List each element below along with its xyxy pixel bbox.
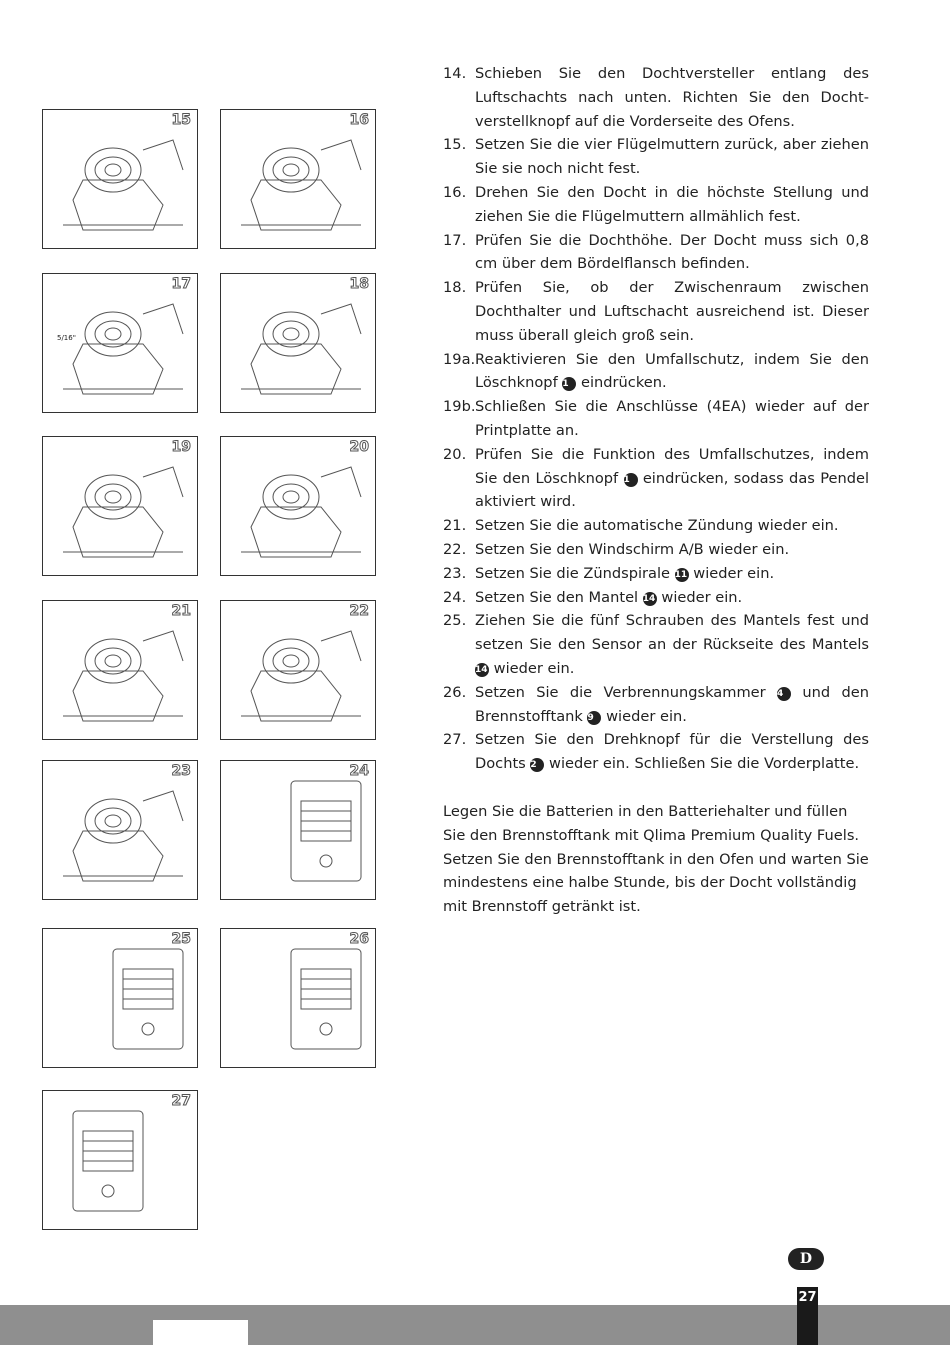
step-number: 23. — [443, 564, 467, 582]
part-number-icon: 2 — [530, 758, 544, 772]
step-text-part: Prüfen Sie, ob der Zwischenraum zwischen Dochthalter und Luftschacht ausreichend ist. Dieser muss überall gleich groß sein. — [475, 279, 869, 344]
step-text-part: Setzen Sie den Mantel — [475, 588, 643, 606]
step-text — [475, 728, 869, 776]
figure-number: 17 — [171, 276, 191, 292]
step-text-part: Schieben Sie den Dochtversteller entlang des Luftschachts nach unten. Richten Sie den Dochtverstellknopf auf die Vorderseite des Ofens. — [475, 65, 869, 130]
step-item — [443, 514, 869, 538]
step-text-part: Setzen Sie die automatische Zündung wieder ein. — [475, 517, 839, 535]
step-text-part: Setzen Sie den Drehknopf für die Verstellung des Dochts — [475, 731, 869, 773]
step-text-part: eindrücken, sodass das Pendel aktiviert wird. — [475, 469, 870, 511]
step-number: 14. — [443, 65, 467, 82]
figure-number: 16 — [349, 112, 369, 128]
step-item — [443, 133, 869, 181]
figure-23 — [42, 760, 198, 900]
language-badge: D — [788, 1248, 824, 1270]
step-item — [443, 62, 869, 133]
step-text-part: Reaktivieren Sie den Umfallschutz, indem Sie den Löschknopf — [475, 350, 869, 392]
step-number: 27. — [443, 731, 467, 749]
step-text — [475, 586, 869, 610]
dimension-label: 5/16" — [57, 334, 76, 342]
closing-note: Legen Sie die Batterien in den Batteriehalter und füllen Sie den Brennstofftank mit Qlima Premium Quality Fuels. Setzen Sie den Brennstofftank in den Ofen und warten Sie mindestens eine halbe Stunde, bis der Docht vollständig mit Brennstoff getränkt ist. — [443, 803, 869, 916]
step-text-part: Setzen Sie die Zündspirale — [475, 564, 675, 582]
step-item — [443, 181, 869, 229]
part-number-icon: 14 — [642, 593, 656, 604]
step-item — [443, 395, 869, 443]
part-number-icon: 4 — [777, 687, 791, 701]
figure-number: 18 — [349, 276, 369, 292]
figure-number: 26 — [349, 931, 369, 947]
step-text — [475, 609, 869, 680]
figure-18 — [220, 273, 376, 413]
footer-label-box — [153, 1320, 248, 1345]
figure-number: 25 — [171, 931, 191, 947]
step-number: 26. — [443, 683, 467, 701]
part-number-icon: 14 — [475, 664, 488, 675]
step-item — [443, 348, 869, 396]
step-text-part: wieder ein. — [601, 707, 687, 725]
figure-number: 22 — [349, 603, 369, 619]
step-text-part: Setzen Sie die Verbrennungskammer — [475, 683, 778, 701]
step-item — [443, 586, 869, 610]
figure-25 — [42, 928, 198, 1068]
step-item — [443, 276, 869, 347]
step-text — [475, 348, 869, 396]
step-text-part: wieder ein. — [656, 588, 743, 606]
step-text — [475, 395, 869, 443]
step-text — [475, 133, 869, 181]
step-number: 22. — [443, 540, 467, 558]
step-text-part: wieder ein. — [688, 564, 775, 582]
step-text — [475, 62, 869, 133]
figure-19 — [42, 436, 198, 576]
figure-number: 20 — [349, 439, 369, 455]
step-item — [443, 728, 869, 776]
step-text — [475, 562, 869, 586]
step-text-part: Setzen Sie den Windschirm A/B wieder ein. — [475, 540, 790, 558]
step-number: 15. — [443, 136, 467, 154]
instruction-steps — [443, 62, 869, 776]
step-number: 24. — [443, 588, 467, 606]
figure-number: 21 — [171, 603, 191, 619]
step-text-part: Drehen Sie den Docht in die höchste Stellung und ziehen Sie die Flügelmuttern allmählich fest. — [475, 183, 869, 225]
figure-26 — [220, 928, 376, 1068]
step-item — [443, 609, 869, 680]
step-number: 20. — [443, 445, 467, 463]
step-text-part: wieder ein. Schließen Sie die Vorderplatte. — [544, 755, 860, 773]
step-number: 19b. — [443, 398, 476, 416]
step-number: 25. — [443, 612, 467, 630]
step-text — [475, 276, 869, 347]
step-item — [443, 681, 869, 729]
step-text-part: und den Brennstofftank — [475, 683, 869, 725]
step-text — [475, 229, 869, 277]
step-text — [475, 514, 869, 538]
figure-22 — [220, 600, 376, 740]
figure-number: 24 — [349, 763, 369, 779]
step-text-part: Schließen Sie die Anschlüsse (4EA) wieder auf der Printplatte an. — [475, 398, 869, 439]
step-number: 18. — [443, 279, 467, 297]
step-text — [475, 538, 869, 562]
part-number-icon: 1 — [562, 377, 576, 391]
step-text-part: Setzen Sie die vier Flügelmuttern zurück, aber ziehen Sie sie noch nicht fest. — [475, 136, 869, 178]
figure-21 — [42, 600, 198, 740]
step-item — [443, 229, 869, 277]
step-number: 19a. — [443, 350, 476, 368]
step-text — [475, 181, 869, 229]
step-text-part: Prüfen Sie die Dochthöhe. Der Docht muss sich 0,8 cm über dem Bördelflansch befinden. — [475, 231, 869, 273]
figure-16 — [220, 109, 376, 249]
step-text-part: Prüfen Sie die Funktion des Umfallschutzes, indem Sie den Löschknopf — [475, 445, 869, 487]
step-number: 16. — [443, 183, 467, 201]
figure-number: 27 — [171, 1093, 191, 1109]
part-number-icon: 1 — [624, 473, 638, 487]
step-text — [475, 681, 869, 729]
step-number: 17. — [443, 231, 467, 249]
figure-number: 23 — [171, 763, 191, 779]
figure-27 — [42, 1090, 198, 1230]
step-text-part: Ziehen Sie die fünf Schrauben des Mantels fest und setzen Sie den Sensor an der Rückseite des Mantels — [475, 612, 869, 654]
page-number: 27 — [797, 1287, 818, 1345]
part-number-icon: 11 — [674, 569, 688, 580]
step-text-part: eindrücken. — [576, 374, 667, 392]
step-item — [443, 562, 869, 586]
figure-20 — [220, 436, 376, 576]
part-number-icon: 9 — [587, 711, 601, 725]
figure-24 — [220, 760, 376, 900]
step-item — [443, 538, 869, 562]
figure-number: 15 — [171, 112, 191, 128]
figure-17 — [42, 273, 198, 413]
step-number: 21. — [443, 517, 467, 535]
step-text-part: wieder ein. — [489, 659, 575, 677]
step-text — [475, 443, 869, 514]
step-item — [443, 443, 869, 514]
figure-number: 19 — [171, 439, 191, 455]
figure-15 — [42, 109, 198, 249]
